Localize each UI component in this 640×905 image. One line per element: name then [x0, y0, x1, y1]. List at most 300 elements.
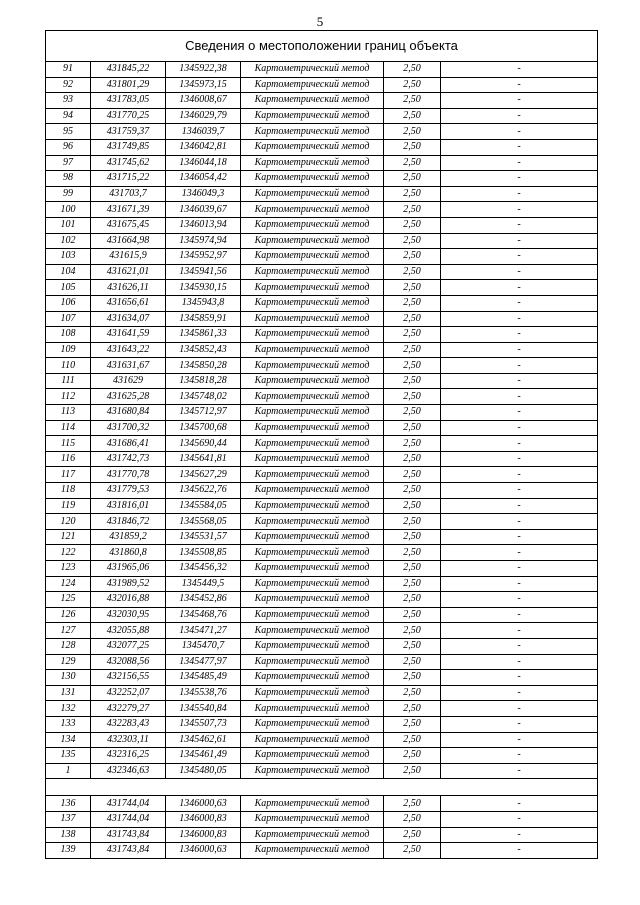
- method-cell: Картометрический метод: [241, 77, 384, 93]
- x-coordinate-cell: 431703,7: [91, 186, 166, 202]
- y-coordinate-cell: 1345818,28: [166, 373, 241, 389]
- x-coordinate-cell: 431745,62: [91, 155, 166, 171]
- table-row: [46, 607, 598, 623]
- x-coordinate-cell: 431859,2: [91, 529, 166, 545]
- precision-cell: 2,50: [384, 62, 441, 78]
- precision-cell: 2,50: [384, 139, 441, 155]
- description-cell: -: [441, 342, 598, 358]
- y-coordinate-cell: 1346000,63: [166, 796, 241, 812]
- point-number-cell: 105: [46, 280, 91, 296]
- x-coordinate-cell: 431671,39: [91, 202, 166, 218]
- description-cell: -: [441, 62, 598, 78]
- y-coordinate-cell: 1345462,61: [166, 732, 241, 748]
- description-cell: -: [441, 420, 598, 436]
- method-cell: Картометрический метод: [241, 124, 384, 140]
- precision-cell: 2,50: [384, 716, 441, 732]
- y-coordinate-cell: 1346042,81: [166, 139, 241, 155]
- y-coordinate-cell: 1345468,76: [166, 607, 241, 623]
- point-number-cell: 111: [46, 373, 91, 389]
- precision-cell: 2,50: [384, 467, 441, 483]
- precision-cell: 2,50: [384, 311, 441, 327]
- y-coordinate-cell: 1346054,42: [166, 171, 241, 187]
- x-coordinate-cell: 431634,07: [91, 311, 166, 327]
- table-row: [46, 93, 598, 109]
- description-cell: -: [441, 124, 598, 140]
- table-row: [46, 436, 598, 452]
- description-cell: -: [441, 498, 598, 514]
- description-cell: -: [441, 748, 598, 764]
- y-coordinate-cell: 1345568,05: [166, 514, 241, 530]
- method-cell: Картометрический метод: [241, 561, 384, 577]
- description-cell: -: [441, 436, 598, 452]
- precision-cell: 2,50: [384, 327, 441, 343]
- point-number-cell: 124: [46, 576, 91, 592]
- precision-cell: 2,50: [384, 171, 441, 187]
- x-coordinate-cell: 432055,88: [91, 623, 166, 639]
- method-cell: Картометрический метод: [241, 592, 384, 608]
- y-coordinate-cell: 1345485,49: [166, 670, 241, 686]
- description-cell: -: [441, 233, 598, 249]
- table-row: [46, 389, 598, 405]
- method-cell: Картометрический метод: [241, 405, 384, 421]
- method-cell: Картометрический метод: [241, 701, 384, 717]
- method-cell: Картометрический метод: [241, 202, 384, 218]
- point-number-cell: 139: [46, 843, 91, 859]
- method-cell: Картометрический метод: [241, 670, 384, 686]
- method-cell: Картометрический метод: [241, 843, 384, 859]
- precision-cell: 2,50: [384, 576, 441, 592]
- y-coordinate-cell: 1345480,05: [166, 763, 241, 779]
- table-row: [46, 233, 598, 249]
- method-cell: Картометрический метод: [241, 529, 384, 545]
- x-coordinate-cell: 431615,9: [91, 249, 166, 265]
- table-row: [46, 732, 598, 748]
- table-row: [46, 405, 598, 421]
- x-coordinate-cell: 432316,25: [91, 748, 166, 764]
- x-coordinate-cell: 432016,88: [91, 592, 166, 608]
- point-number-cell: 134: [46, 732, 91, 748]
- y-coordinate-cell: 1346039,7: [166, 124, 241, 140]
- precision-cell: 2,50: [384, 732, 441, 748]
- x-coordinate-cell: 431700,32: [91, 420, 166, 436]
- table-row: [46, 716, 598, 732]
- table-row: [46, 373, 598, 389]
- y-coordinate-cell: 1346008,67: [166, 93, 241, 109]
- y-coordinate-cell: 1346000,83: [166, 811, 241, 827]
- description-cell: -: [441, 139, 598, 155]
- table-row: [46, 827, 598, 843]
- method-cell: Картометрический метод: [241, 732, 384, 748]
- method-cell: Картометрический метод: [241, 373, 384, 389]
- description-cell: -: [441, 389, 598, 405]
- point-number-cell: 119: [46, 498, 91, 514]
- precision-cell: 2,50: [384, 93, 441, 109]
- method-cell: Картометрический метод: [241, 514, 384, 530]
- point-number-cell: 93: [46, 93, 91, 109]
- y-coordinate-cell: 1345748,02: [166, 389, 241, 405]
- table-row: [46, 483, 598, 499]
- y-coordinate-cell: 1346029,79: [166, 108, 241, 124]
- y-coordinate-cell: 1346000,63: [166, 843, 241, 859]
- point-number-cell: 94: [46, 108, 91, 124]
- boundary-table: [45, 30, 598, 859]
- separator-row: [46, 779, 598, 796]
- description-cell: -: [441, 701, 598, 717]
- method-cell: Картометрический метод: [241, 389, 384, 405]
- point-number-cell: 95: [46, 124, 91, 140]
- y-coordinate-cell: 1345930,15: [166, 280, 241, 296]
- description-cell: -: [441, 108, 598, 124]
- point-number-cell: 121: [46, 529, 91, 545]
- point-number-cell: 122: [46, 545, 91, 561]
- table-row: [46, 171, 598, 187]
- x-coordinate-cell: 431783,05: [91, 93, 166, 109]
- y-coordinate-cell: 1345852,43: [166, 342, 241, 358]
- description-cell: -: [441, 295, 598, 311]
- y-coordinate-cell: 1345712,97: [166, 405, 241, 421]
- table-row: [46, 342, 598, 358]
- method-cell: Картометрический метод: [241, 811, 384, 827]
- description-cell: -: [441, 249, 598, 265]
- table-row: [46, 217, 598, 233]
- precision-cell: 2,50: [384, 685, 441, 701]
- x-coordinate-cell: 431621,01: [91, 264, 166, 280]
- x-coordinate-cell: 431715,22: [91, 171, 166, 187]
- y-coordinate-cell: 1345943,8: [166, 295, 241, 311]
- x-coordinate-cell: 432030,95: [91, 607, 166, 623]
- table-row: [46, 748, 598, 764]
- description-cell: -: [441, 638, 598, 654]
- point-number-cell: 116: [46, 451, 91, 467]
- x-coordinate-cell: 432283,43: [91, 716, 166, 732]
- x-coordinate-cell: 432279,27: [91, 701, 166, 717]
- table-row: [46, 186, 598, 202]
- table-row: [46, 685, 598, 701]
- point-number-cell: 136: [46, 796, 91, 812]
- y-coordinate-cell: 1345477,97: [166, 654, 241, 670]
- x-coordinate-cell: 431742,73: [91, 451, 166, 467]
- point-number-cell: 115: [46, 436, 91, 452]
- x-coordinate-cell: 432088,56: [91, 654, 166, 670]
- precision-cell: 2,50: [384, 638, 441, 654]
- method-cell: Картометрический метод: [241, 623, 384, 639]
- point-number-cell: 102: [46, 233, 91, 249]
- description-cell: -: [441, 843, 598, 859]
- x-coordinate-cell: 431816,01: [91, 498, 166, 514]
- x-coordinate-cell: 432077,25: [91, 638, 166, 654]
- point-number-cell: 103: [46, 249, 91, 265]
- table-row: [46, 623, 598, 639]
- method-cell: Картометрический метод: [241, 638, 384, 654]
- description-cell: -: [441, 576, 598, 592]
- precision-cell: 2,50: [384, 264, 441, 280]
- x-coordinate-cell: 431686,41: [91, 436, 166, 452]
- point-number-cell: 110: [46, 358, 91, 374]
- precision-cell: 2,50: [384, 796, 441, 812]
- precision-cell: 2,50: [384, 342, 441, 358]
- point-number-cell: 109: [46, 342, 91, 358]
- table-title: Сведения о местоположении границ объекта: [46, 31, 598, 62]
- table-row: [46, 529, 598, 545]
- description-cell: -: [441, 685, 598, 701]
- description-cell: -: [441, 327, 598, 343]
- point-number-cell: 98: [46, 171, 91, 187]
- x-coordinate-cell: 431779,53: [91, 483, 166, 499]
- description-cell: -: [441, 171, 598, 187]
- point-number-cell: 131: [46, 685, 91, 701]
- point-number-cell: 92: [46, 77, 91, 93]
- table-row: [46, 796, 598, 812]
- point-number-cell: 125: [46, 592, 91, 608]
- table-row: [46, 327, 598, 343]
- x-coordinate-cell: 431846,72: [91, 514, 166, 530]
- method-cell: Картометрический метод: [241, 716, 384, 732]
- precision-cell: 2,50: [384, 108, 441, 124]
- table-row: [46, 139, 598, 155]
- table-row: [46, 701, 598, 717]
- method-cell: Картометрический метод: [241, 827, 384, 843]
- precision-cell: 2,50: [384, 436, 441, 452]
- precision-cell: 2,50: [384, 748, 441, 764]
- precision-cell: 2,50: [384, 545, 441, 561]
- point-number-cell: 101: [46, 217, 91, 233]
- table-row: [46, 592, 598, 608]
- y-coordinate-cell: 1345859,91: [166, 311, 241, 327]
- y-coordinate-cell: 1345471,27: [166, 623, 241, 639]
- point-number-cell: 138: [46, 827, 91, 843]
- separator-cell: [46, 779, 598, 796]
- x-coordinate-cell: 431641,59: [91, 327, 166, 343]
- precision-cell: 2,50: [384, 623, 441, 639]
- precision-cell: 2,50: [384, 405, 441, 421]
- point-number-cell: 97: [46, 155, 91, 171]
- precision-cell: 2,50: [384, 607, 441, 623]
- x-coordinate-cell: 431625,28: [91, 389, 166, 405]
- y-coordinate-cell: 1345627,29: [166, 467, 241, 483]
- description-cell: -: [441, 827, 598, 843]
- description-cell: -: [441, 607, 598, 623]
- precision-cell: 2,50: [384, 483, 441, 499]
- point-number-cell: 106: [46, 295, 91, 311]
- precision-cell: 2,50: [384, 217, 441, 233]
- table-row: [46, 311, 598, 327]
- y-coordinate-cell: 1346013,94: [166, 217, 241, 233]
- table-row: [46, 514, 598, 530]
- page-number: 5: [316, 14, 324, 29]
- y-coordinate-cell: 1346000,83: [166, 827, 241, 843]
- precision-cell: 2,50: [384, 124, 441, 140]
- table-row: [46, 638, 598, 654]
- y-coordinate-cell: 1346049,3: [166, 186, 241, 202]
- x-coordinate-cell: 431965,06: [91, 561, 166, 577]
- point-number-cell: 129: [46, 654, 91, 670]
- method-cell: Картометрический метод: [241, 217, 384, 233]
- precision-cell: 2,50: [384, 763, 441, 779]
- description-cell: -: [441, 592, 598, 608]
- description-cell: -: [441, 467, 598, 483]
- method-cell: Картометрический метод: [241, 748, 384, 764]
- description-cell: -: [441, 483, 598, 499]
- description-cell: -: [441, 217, 598, 233]
- precision-cell: 2,50: [384, 186, 441, 202]
- y-coordinate-cell: 1345974,94: [166, 233, 241, 249]
- table-row: [46, 420, 598, 436]
- table-row: [46, 249, 598, 265]
- x-coordinate-cell: 431744,04: [91, 811, 166, 827]
- precision-cell: 2,50: [384, 843, 441, 859]
- description-cell: -: [441, 796, 598, 812]
- point-number-cell: 108: [46, 327, 91, 343]
- x-coordinate-cell: 431626,11: [91, 280, 166, 296]
- method-cell: Картометрический метод: [241, 62, 384, 78]
- point-number-cell: 113: [46, 405, 91, 421]
- x-coordinate-cell: 431744,04: [91, 796, 166, 812]
- method-cell: Картометрический метод: [241, 186, 384, 202]
- method-cell: Картометрический метод: [241, 545, 384, 561]
- table-row: [46, 62, 598, 78]
- method-cell: Картометрический метод: [241, 171, 384, 187]
- x-coordinate-cell: 432156,55: [91, 670, 166, 686]
- x-coordinate-cell: 431770,78: [91, 467, 166, 483]
- description-cell: -: [441, 529, 598, 545]
- description-cell: -: [441, 514, 598, 530]
- table-row: [46, 498, 598, 514]
- description-cell: -: [441, 561, 598, 577]
- method-cell: Картометрический метод: [241, 295, 384, 311]
- y-coordinate-cell: 1346044,18: [166, 155, 241, 171]
- description-cell: -: [441, 373, 598, 389]
- description-cell: -: [441, 186, 598, 202]
- method-cell: Картометрический метод: [241, 233, 384, 249]
- precision-cell: 2,50: [384, 233, 441, 249]
- point-number-cell: 128: [46, 638, 91, 654]
- table-row: [46, 654, 598, 670]
- description-cell: -: [441, 93, 598, 109]
- precision-cell: 2,50: [384, 295, 441, 311]
- x-coordinate-cell: 431860,8: [91, 545, 166, 561]
- point-number-cell: 91: [46, 62, 91, 78]
- point-number-cell: 117: [46, 467, 91, 483]
- table-row: [46, 108, 598, 124]
- precision-cell: 2,50: [384, 451, 441, 467]
- table-row: [46, 670, 598, 686]
- method-cell: Картометрический метод: [241, 264, 384, 280]
- method-cell: Картометрический метод: [241, 342, 384, 358]
- description-cell: -: [441, 311, 598, 327]
- point-number-cell: 118: [46, 483, 91, 499]
- y-coordinate-cell: 1345641,81: [166, 451, 241, 467]
- method-cell: Картометрический метод: [241, 249, 384, 265]
- y-coordinate-cell: 1345700,68: [166, 420, 241, 436]
- method-cell: Картометрический метод: [241, 311, 384, 327]
- precision-cell: 2,50: [384, 654, 441, 670]
- point-number-cell: 132: [46, 701, 91, 717]
- y-coordinate-cell: 1345941,56: [166, 264, 241, 280]
- x-coordinate-cell: 431989,52: [91, 576, 166, 592]
- precision-cell: 2,50: [384, 670, 441, 686]
- table-row: [46, 124, 598, 140]
- table-row: [46, 280, 598, 296]
- precision-cell: 2,50: [384, 498, 441, 514]
- y-coordinate-cell: 1345452,86: [166, 592, 241, 608]
- x-coordinate-cell: 431743,84: [91, 827, 166, 843]
- description-cell: -: [441, 405, 598, 421]
- method-cell: Картометрический метод: [241, 358, 384, 374]
- method-cell: Картометрический метод: [241, 93, 384, 109]
- y-coordinate-cell: 1345449,5: [166, 576, 241, 592]
- table-row: [46, 467, 598, 483]
- x-coordinate-cell: 431743,84: [91, 843, 166, 859]
- table-title-row: [46, 31, 598, 62]
- precision-cell: 2,50: [384, 514, 441, 530]
- y-coordinate-cell: 1345507,73: [166, 716, 241, 732]
- table-row: [46, 811, 598, 827]
- description-cell: -: [441, 358, 598, 374]
- table-row: [46, 763, 598, 779]
- y-coordinate-cell: 1345470,7: [166, 638, 241, 654]
- x-coordinate-cell: 431675,45: [91, 217, 166, 233]
- y-coordinate-cell: 1345531,57: [166, 529, 241, 545]
- table-row: [46, 545, 598, 561]
- method-cell: Картометрический метод: [241, 451, 384, 467]
- x-coordinate-cell: 431759,37: [91, 124, 166, 140]
- method-cell: Картометрический метод: [241, 108, 384, 124]
- description-cell: -: [441, 623, 598, 639]
- point-number-cell: 133: [46, 716, 91, 732]
- point-number-cell: 114: [46, 420, 91, 436]
- method-cell: Картометрический метод: [241, 498, 384, 514]
- description-cell: -: [441, 732, 598, 748]
- method-cell: Картометрический метод: [241, 436, 384, 452]
- table-row: [46, 451, 598, 467]
- table-row: [46, 295, 598, 311]
- x-coordinate-cell: 432346,63: [91, 763, 166, 779]
- method-cell: Картометрический метод: [241, 654, 384, 670]
- y-coordinate-cell: 1345538,76: [166, 685, 241, 701]
- y-coordinate-cell: 1345690,44: [166, 436, 241, 452]
- y-coordinate-cell: 1345861,33: [166, 327, 241, 343]
- x-coordinate-cell: 431845,22: [91, 62, 166, 78]
- x-coordinate-cell: 432303,11: [91, 732, 166, 748]
- precision-cell: 2,50: [384, 358, 441, 374]
- point-number-cell: 123: [46, 561, 91, 577]
- description-cell: -: [441, 155, 598, 171]
- method-cell: Картометрический метод: [241, 420, 384, 436]
- point-number-cell: 126: [46, 607, 91, 623]
- point-number-cell: 127: [46, 623, 91, 639]
- method-cell: Картометрический метод: [241, 155, 384, 171]
- description-cell: -: [441, 763, 598, 779]
- x-coordinate-cell: 431749,85: [91, 139, 166, 155]
- table-row: [46, 576, 598, 592]
- description-cell: -: [441, 77, 598, 93]
- x-coordinate-cell: 431664,98: [91, 233, 166, 249]
- method-cell: Картометрический метод: [241, 327, 384, 343]
- y-coordinate-cell: 1345461,49: [166, 748, 241, 764]
- precision-cell: 2,50: [384, 529, 441, 545]
- point-number-cell: 100: [46, 202, 91, 218]
- y-coordinate-cell: 1345973,15: [166, 77, 241, 93]
- method-cell: Картометрический метод: [241, 576, 384, 592]
- description-cell: -: [441, 545, 598, 561]
- precision-cell: 2,50: [384, 827, 441, 843]
- x-coordinate-cell: 432252,07: [91, 685, 166, 701]
- table-row: [46, 264, 598, 280]
- x-coordinate-cell: 431629: [91, 373, 166, 389]
- description-cell: -: [441, 280, 598, 296]
- precision-cell: 2,50: [384, 592, 441, 608]
- method-cell: Картометрический метод: [241, 763, 384, 779]
